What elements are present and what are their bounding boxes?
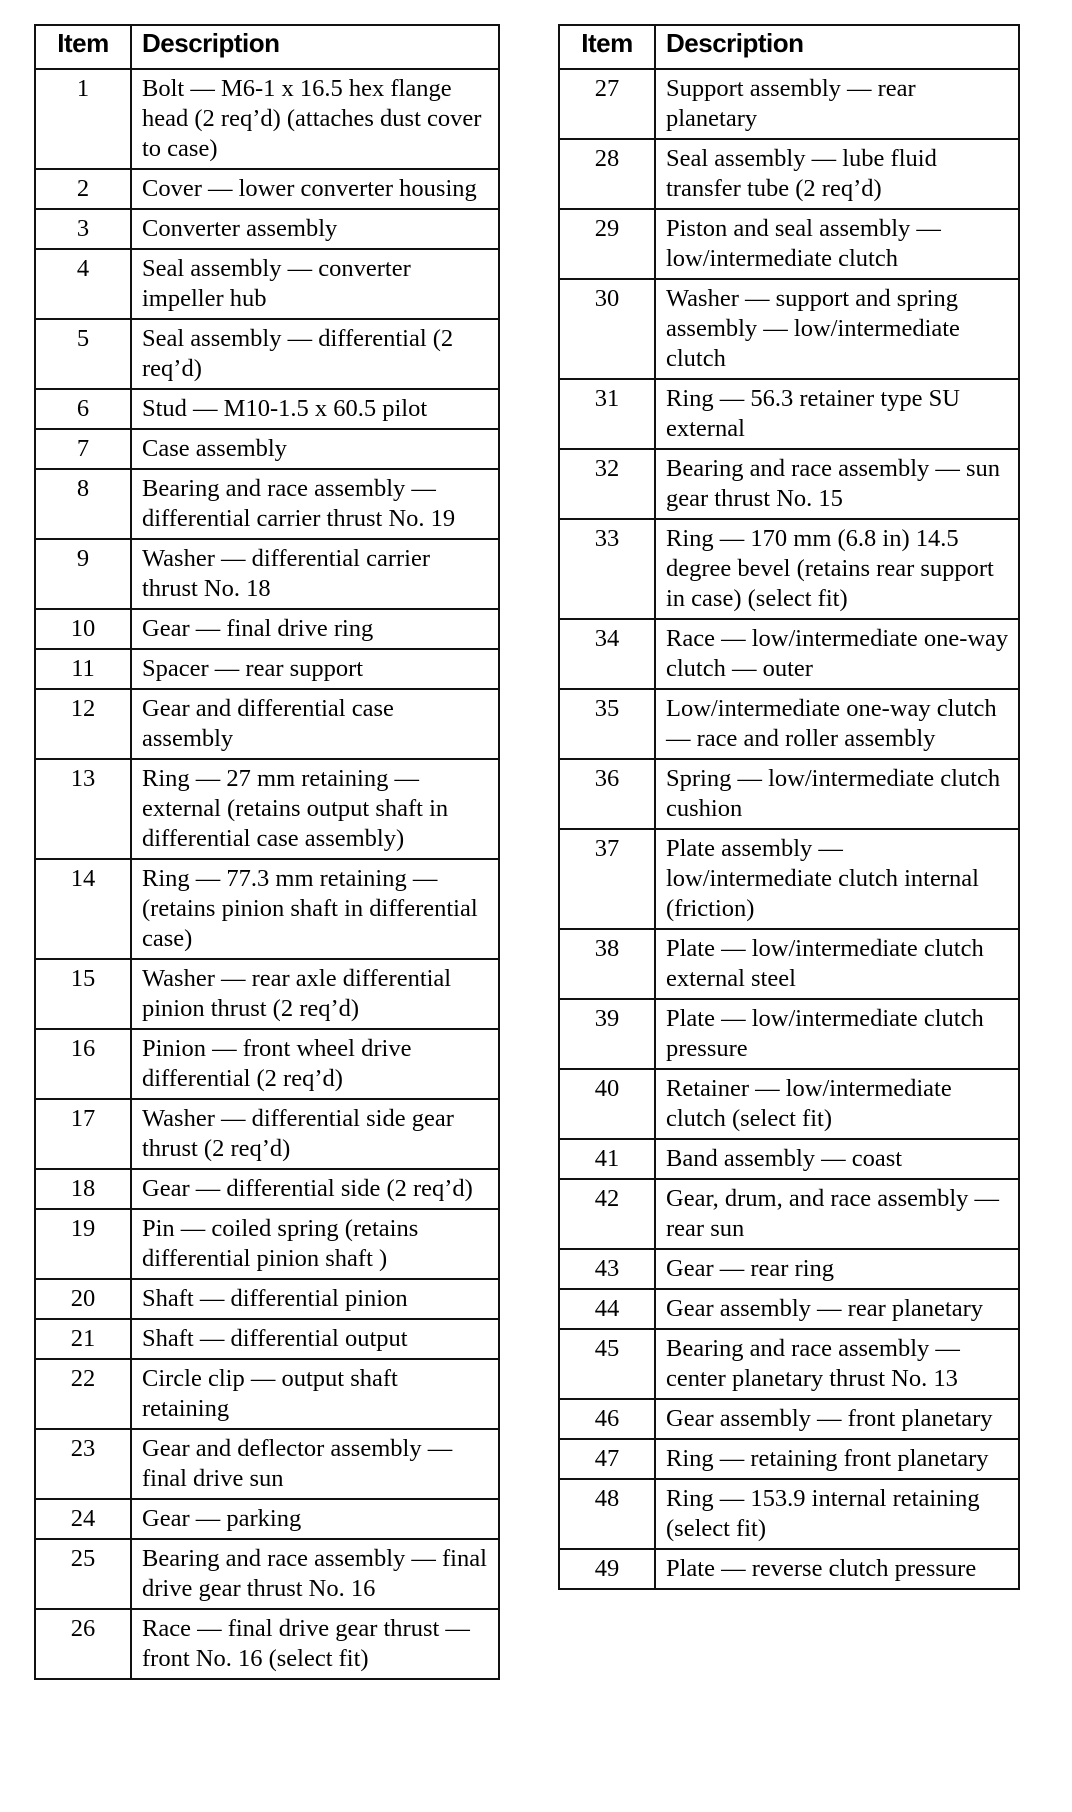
item-description: Ring — retaining front planetary — [655, 1439, 1019, 1479]
item-number: 27 — [559, 69, 655, 139]
item-number: 5 — [35, 319, 131, 389]
item-description: Converter assembly — [131, 209, 499, 249]
item-description: Shaft — differential output — [131, 1319, 499, 1359]
table-row — [559, 1249, 1019, 1289]
item-description: Gear — rear ring — [655, 1249, 1019, 1289]
table-row — [35, 1499, 499, 1539]
table-row — [35, 1429, 499, 1499]
item-description: Race — low/intermediate one-way clutch — outer — [655, 619, 1019, 689]
item-number: 11 — [35, 649, 131, 689]
item-description: Washer — rear axle differential pinion thrust (2 req’d) — [131, 959, 499, 1029]
item-description: Gear — parking — [131, 1499, 499, 1539]
table-row — [559, 1179, 1019, 1249]
item-description: Bearing and race assembly — differential carrier thrust No. 19 — [131, 469, 499, 539]
item-description: Gear and differential case assembly — [131, 689, 499, 759]
item-description: Gear — differential side (2 req’d) — [131, 1169, 499, 1209]
table-row — [559, 209, 1019, 279]
table-row — [35, 539, 499, 609]
item-number: 39 — [559, 999, 655, 1069]
item-number: 21 — [35, 1319, 131, 1359]
table-row — [35, 469, 499, 539]
table-row — [559, 999, 1019, 1069]
item-description: Seal assembly — converter impeller hub — [131, 249, 499, 319]
table-row — [559, 1479, 1019, 1549]
table-row — [35, 249, 499, 319]
item-description: Bolt — M6-1 x 16.5 hex flange head (2 req’d) (attaches dust cover to case) — [131, 69, 499, 169]
item-number: 14 — [35, 859, 131, 959]
table-row — [559, 1329, 1019, 1399]
item-description: Ring — 153.9 internal retaining (select fit) — [655, 1479, 1019, 1549]
item-description: Gear and deflector assembly — final drive sun — [131, 1429, 499, 1499]
item-number: 35 — [559, 689, 655, 759]
item-number: 34 — [559, 619, 655, 689]
parts-table-left — [34, 24, 500, 1680]
item-number: 8 — [35, 469, 131, 539]
item-number: 49 — [559, 1549, 655, 1589]
item-description: Cover — lower converter housing — [131, 169, 499, 209]
item-description: Pinion — front wheel drive differential (2 req’d) — [131, 1029, 499, 1099]
item-number: 31 — [559, 379, 655, 449]
item-column-header: Item — [35, 25, 131, 69]
table-row — [559, 1439, 1019, 1479]
item-description: Case assembly — [131, 429, 499, 469]
table-row — [35, 859, 499, 959]
table-row — [559, 759, 1019, 829]
item-number: 43 — [559, 1249, 655, 1289]
table-row — [559, 1549, 1019, 1589]
description-column-header: Description — [655, 25, 1019, 69]
item-number: 30 — [559, 279, 655, 379]
item-description: Seal assembly — lube fluid transfer tube (2 req’d) — [655, 139, 1019, 209]
table-row — [559, 619, 1019, 689]
parts-table-right — [558, 24, 1020, 1590]
table-row — [559, 689, 1019, 759]
item-number: 3 — [35, 209, 131, 249]
item-number: 4 — [35, 249, 131, 319]
item-number: 33 — [559, 519, 655, 619]
item-number: 9 — [35, 539, 131, 609]
table-row — [35, 959, 499, 1029]
item-number: 15 — [35, 959, 131, 1029]
item-number: 28 — [559, 139, 655, 209]
table-row — [35, 609, 499, 649]
table-row — [559, 519, 1019, 619]
item-number: 36 — [559, 759, 655, 829]
item-description: Washer — differential carrier thrust No. 18 — [131, 539, 499, 609]
table-row — [559, 139, 1019, 209]
table-row — [35, 209, 499, 249]
table-row — [559, 1399, 1019, 1439]
item-number: 38 — [559, 929, 655, 999]
item-description: Support assembly — rear planetary — [655, 69, 1019, 139]
item-description: Race — final drive gear thrust — front No. 16 (select fit) — [131, 1609, 499, 1679]
table-row — [35, 1359, 499, 1429]
item-number: 23 — [35, 1429, 131, 1499]
description-column-header: Description — [131, 25, 499, 69]
item-description: Pin — coiled spring (retains differential pinion shaft ) — [131, 1209, 499, 1279]
table-row — [35, 319, 499, 389]
item-number: 17 — [35, 1099, 131, 1169]
item-description: Bearing and race assembly — center planetary thrust No. 13 — [655, 1329, 1019, 1399]
table-row — [559, 379, 1019, 449]
item-number: 44 — [559, 1289, 655, 1329]
item-description: Washer — support and spring assembly — low/intermediate clutch — [655, 279, 1019, 379]
item-number: 7 — [35, 429, 131, 469]
item-description: Ring — 170 mm (6.8 in) 14.5 degree bevel (retains rear support in case) (select fit) — [655, 519, 1019, 619]
item-description: Ring — 77.3 mm retaining — (retains pinion shaft in differential case) — [131, 859, 499, 959]
table-row — [35, 1319, 499, 1359]
item-number: 1 — [35, 69, 131, 169]
item-description: Plate — low/intermediate clutch external steel — [655, 929, 1019, 999]
table-header-row — [559, 25, 1019, 69]
item-description: Band assembly — coast — [655, 1139, 1019, 1179]
item-description: Plate assembly — low/intermediate clutch internal (friction) — [655, 829, 1019, 929]
item-description: Retainer — low/intermediate clutch (select fit) — [655, 1069, 1019, 1139]
table-row — [35, 169, 499, 209]
item-description: Ring — 27 mm retaining — external (retains output shaft in differential case assembly) — [131, 759, 499, 859]
item-description: Plate — reverse clutch pressure — [655, 1549, 1019, 1589]
table-header-row — [35, 25, 499, 69]
item-number: 12 — [35, 689, 131, 759]
item-number: 46 — [559, 1399, 655, 1439]
item-number: 10 — [35, 609, 131, 649]
item-number: 48 — [559, 1479, 655, 1549]
item-number: 19 — [35, 1209, 131, 1279]
item-number: 41 — [559, 1139, 655, 1179]
item-description: Seal assembly — differential (2 req’d) — [131, 319, 499, 389]
table-row — [35, 649, 499, 689]
table-row — [35, 1099, 499, 1169]
table-row — [35, 1029, 499, 1099]
item-description: Gear — final drive ring — [131, 609, 499, 649]
item-description: Low/intermediate one-way clutch — race and roller assembly — [655, 689, 1019, 759]
item-number: 40 — [559, 1069, 655, 1139]
table-row — [35, 1169, 499, 1209]
item-description: Gear assembly — front planetary — [655, 1399, 1019, 1439]
table-row — [559, 929, 1019, 999]
item-number: 24 — [35, 1499, 131, 1539]
item-description: Piston and seal assembly — low/intermediate clutch — [655, 209, 1019, 279]
table-row — [35, 69, 499, 169]
table-row — [35, 1609, 499, 1679]
table-row — [559, 279, 1019, 379]
item-description: Stud — M10-1.5 x 60.5 pilot — [131, 389, 499, 429]
item-number: 47 — [559, 1439, 655, 1479]
item-number: 26 — [35, 1609, 131, 1679]
table-row — [559, 829, 1019, 929]
table-row — [559, 1139, 1019, 1179]
item-description: Washer — differential side gear thrust (2 req’d) — [131, 1099, 499, 1169]
item-number: 2 — [35, 169, 131, 209]
table-row — [35, 1279, 499, 1319]
table-row — [35, 1539, 499, 1609]
table-row — [35, 759, 499, 859]
item-number: 32 — [559, 449, 655, 519]
table-row — [559, 449, 1019, 519]
item-description: Gear, drum, and race assembly — rear sun — [655, 1179, 1019, 1249]
item-number: 29 — [559, 209, 655, 279]
item-number: 25 — [35, 1539, 131, 1609]
item-number: 20 — [35, 1279, 131, 1319]
item-description: Gear assembly — rear planetary — [655, 1289, 1019, 1329]
item-number: 18 — [35, 1169, 131, 1209]
item-description: Spacer — rear support — [131, 649, 499, 689]
table-row — [559, 69, 1019, 139]
table-row — [35, 689, 499, 759]
table-row — [35, 1209, 499, 1279]
table-row — [559, 1289, 1019, 1329]
table-row — [559, 1069, 1019, 1139]
item-description: Circle clip — output shaft retaining — [131, 1359, 499, 1429]
item-description: Spring — low/intermediate clutch cushion — [655, 759, 1019, 829]
table-row — [35, 389, 499, 429]
item-number: 22 — [35, 1359, 131, 1429]
item-column-header: Item — [559, 25, 655, 69]
item-number: 42 — [559, 1179, 655, 1249]
item-description: Bearing and race assembly — final drive gear thrust No. 16 — [131, 1539, 499, 1609]
item-number: 16 — [35, 1029, 131, 1099]
table-row — [35, 429, 499, 469]
item-description: Plate — low/intermediate clutch pressure — [655, 999, 1019, 1069]
item-number: 6 — [35, 389, 131, 429]
item-description: Bearing and race assembly — sun gear thrust No. 15 — [655, 449, 1019, 519]
item-number: 45 — [559, 1329, 655, 1399]
item-number: 13 — [35, 759, 131, 859]
item-number: 37 — [559, 829, 655, 929]
item-description: Shaft — differential pinion — [131, 1279, 499, 1319]
item-description: Ring — 56.3 retainer type SU external — [655, 379, 1019, 449]
